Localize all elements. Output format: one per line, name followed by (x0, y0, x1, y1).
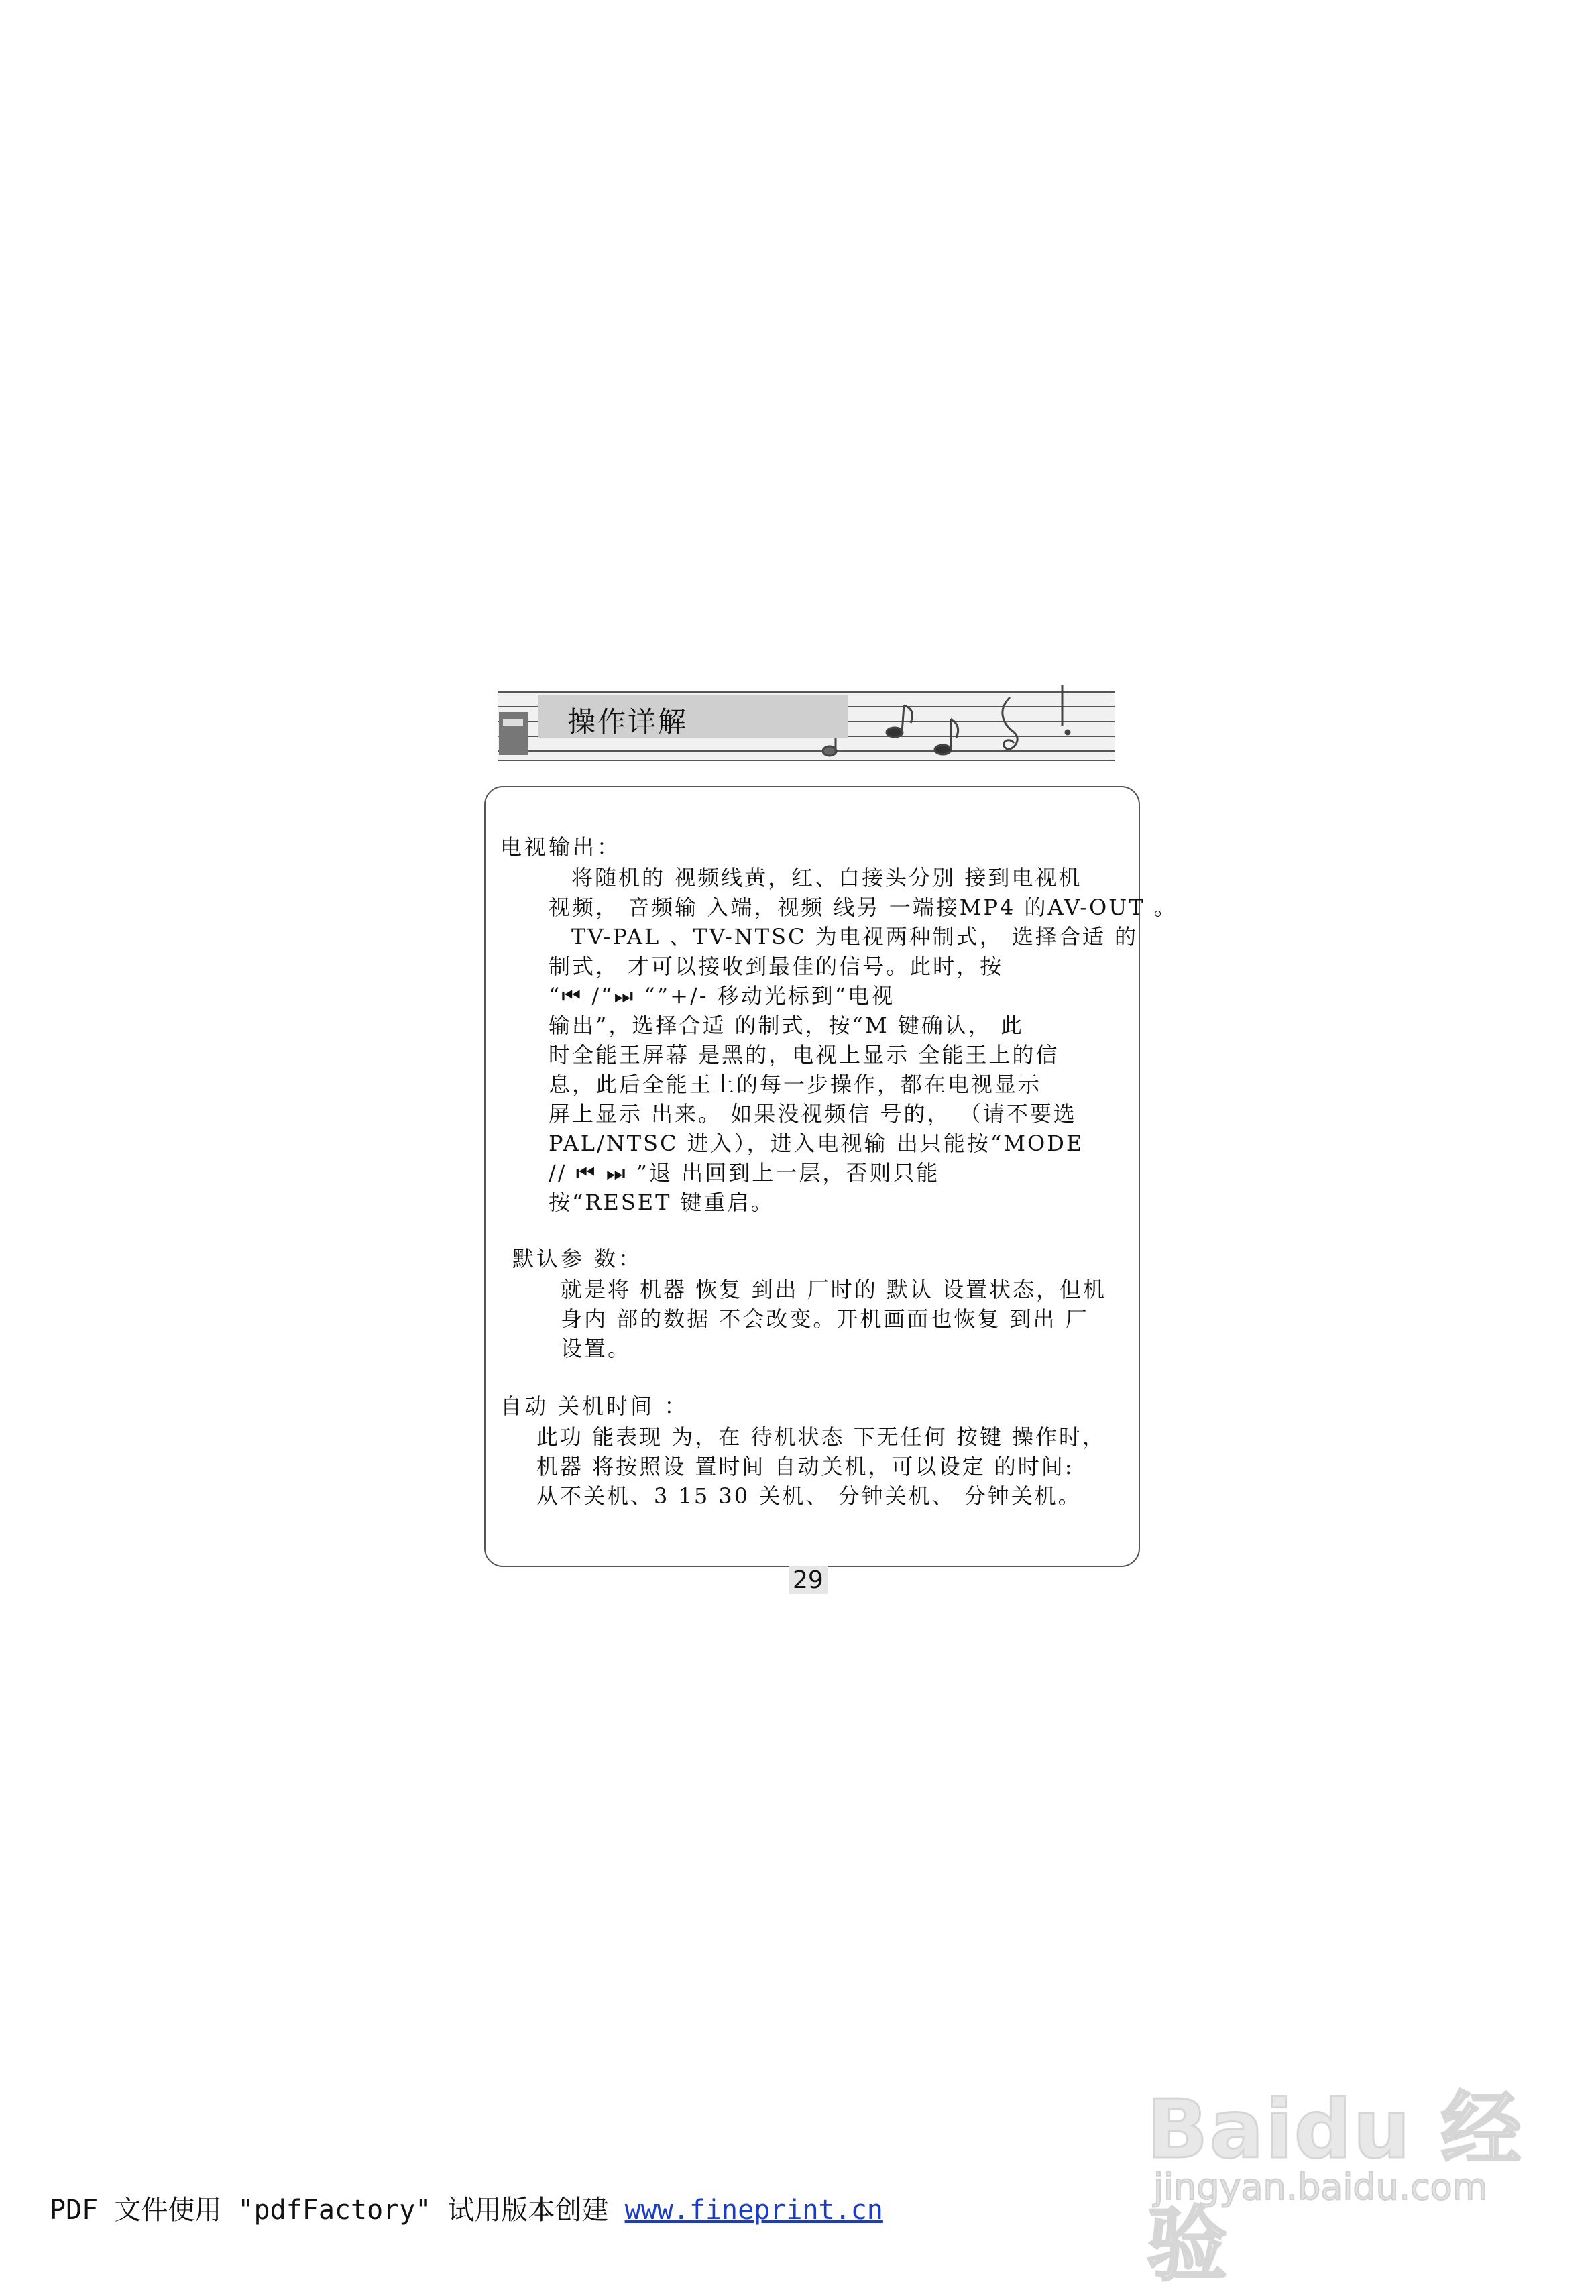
tv-output-line-8: 息，此后全能王上的每一步操作，都在电视显示 (549, 1072, 1042, 1097)
auto-off-line-3: 从不关机、3 15 30 关机、 分钟关机、 分钟关机。 (536, 1483, 1082, 1509)
watermark-logo-text: Baidu 经验 (1147, 2083, 1523, 2292)
default-params-line-3: 设置。 (561, 1336, 632, 1361)
tv-output-line-1: 将随机的 视频线黄，红、白接头分别 接到电视机 (571, 865, 1082, 891)
tv-output-line-6: 输出”，选择合适 的制式，按“M 键确认， 此 (549, 1013, 1025, 1038)
tv-output-line-11: // ⏮ ⏭ ”退 出回到上一层，否则只能 (549, 1160, 940, 1186)
auto-off-heading: 自动 关机时间 ： (500, 1393, 689, 1419)
tv-output-line-4: 制式， 才可以接收到最佳的信号。此时，按 (549, 954, 1004, 979)
tv-output-line-12: 按“RESET 键重启。 (549, 1190, 775, 1215)
auto-off-line-1: 此功 能表现 为，在 待机状态 下无任何 按键 操作时， (536, 1424, 1106, 1450)
page-number: 29 (789, 1566, 828, 1594)
default-params-line-1: 就是将 机器 恢复 到出 厂时的 默认 设置状态，但机 (561, 1277, 1107, 1302)
auto-off-line-2: 机器 将按照设 置时间 自动关机，可以设定 的时间: (536, 1454, 1074, 1479)
tv-output-line-10: PAL/NTSC 进入），进入电视输 出只能按“MODE (549, 1131, 1084, 1156)
tv-output-heading: 电视输出： (500, 834, 622, 860)
footer-text: PDF 文件使用 "pdfFactory" 试用版本创建 (50, 2195, 625, 2226)
watermark-url-text: jingyan.baidu.com (1153, 2166, 1488, 2208)
footer-link[interactable]: www.fineprint.cn (624, 2195, 883, 2226)
section-banner (498, 685, 1115, 764)
pdf-footer (50, 2189, 883, 2227)
tv-output-line-9: 屏上显示 出来。 如果没视频信 号的， （请不要选 (549, 1101, 1077, 1127)
tv-output-line-5: “⏮ /“⏭ “”+/- 移动光标到“电视 (549, 983, 895, 1009)
tv-output-line-7: 时全能王屏幕 是黑的，电视上显示 全能王上的信 (549, 1042, 1060, 1068)
baidu-jingyan-watermark (1133, 2039, 1549, 2292)
tv-output-line-3: TV-PAL 、TV-NTSC 为电视两种制式， 选择合适 的 (571, 924, 1139, 950)
default-params-line-2: 身内 部的数据 不会改变。开机画面也恢复 到出 厂 (561, 1306, 1089, 1332)
tv-output-line-2: 视频， 音频输 入端，视频 线另 一端接MP4 的AV-OUT 。 (549, 895, 1178, 920)
page-title: 操作详解 (567, 705, 689, 738)
default-params-heading: 默认参 数： (512, 1246, 643, 1271)
